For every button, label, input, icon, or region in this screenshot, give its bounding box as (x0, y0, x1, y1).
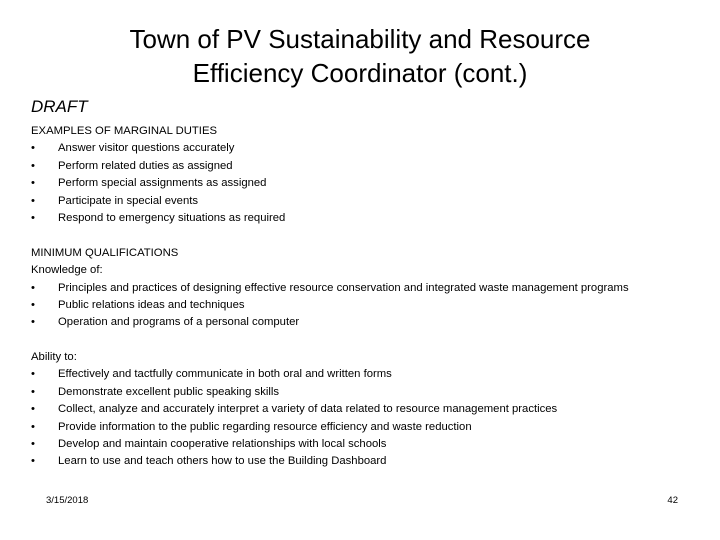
bullet-text: Participate in special events (58, 194, 199, 207)
bullet-text: Operation and programs of a personal computer (58, 316, 300, 329)
bullet-glyph: • (31, 142, 35, 155)
draft-label: DRAFT (31, 97, 88, 116)
bullet-glyph: • (31, 438, 35, 451)
bullet-glyph: • (31, 194, 35, 207)
bullet-text: Collect, analyze and accurately interpret a variety of data related to resource management practices (58, 403, 558, 416)
bullet-text: Answer visitor questions accurately (58, 142, 235, 155)
bullet-glyph: • (31, 368, 35, 381)
bullet-item (31, 175, 701, 192)
bullet-text: Develop and maintain cooperative relationships with local schools (58, 438, 387, 451)
bullet-item (31, 280, 701, 297)
bullet-item (31, 384, 701, 401)
bullet-glyph: • (31, 385, 35, 398)
bullet-glyph: • (31, 281, 35, 294)
bullet-text: Respond to emergency situations as required (58, 211, 286, 224)
bullet-glyph: • (31, 403, 35, 416)
bullet-text: Perform special assignments as assigned (58, 177, 267, 190)
bullet-text: Perform related duties as assigned (58, 159, 233, 172)
bullet-item (31, 158, 701, 175)
slide-title-line-2: Efficiency Coordinator (cont.) (192, 58, 528, 88)
bullet-text: Effectively and tactfully communicate in both oral and written forms (58, 368, 392, 381)
slide-title-line-1: Town of PV Sustainability and Resource (129, 24, 591, 54)
bullet-item (31, 401, 701, 418)
bullet-item (31, 297, 701, 314)
bullet-glyph: • (31, 211, 35, 224)
section-spacer (31, 332, 701, 349)
bullet-item (31, 453, 701, 470)
bullet-glyph: • (31, 298, 35, 311)
bullet-item (31, 193, 701, 210)
bullet-item (31, 436, 701, 453)
bullet-glyph: • (31, 455, 35, 468)
bullet-item (31, 314, 701, 331)
bullet-item (31, 140, 701, 157)
footer-date: 3/15/2018 (46, 495, 89, 506)
bullet-text: Learn to use and teach others how to use the Building Dashboard (58, 455, 387, 468)
bullet-glyph: • (31, 316, 35, 329)
bullet-item (31, 366, 701, 383)
slide-body (31, 123, 701, 471)
knowledge-list (31, 280, 701, 332)
bullet-glyph: • (31, 159, 35, 172)
bullet-item (31, 210, 701, 227)
ability-list (31, 366, 701, 470)
bullet-text: Provide information to the public regarding resource efficiency and waste reduction (58, 420, 472, 433)
bullet-text: Demonstrate excellent public speaking skills (58, 385, 280, 398)
marginal-duties-heading: EXAMPLES OF MARGINAL DUTIES (31, 125, 218, 137)
minimum-qualifications-heading: MINIMUM QUALIFICATIONS (31, 246, 179, 259)
footer-page-number: 42 (667, 495, 678, 506)
bullet-text: Principles and practices of designing effective resource conservation and integrated waste management programs (58, 281, 629, 294)
bullet-item (31, 419, 701, 436)
section-spacer (31, 227, 701, 244)
bullet-glyph: • (31, 177, 35, 190)
ability-label: Ability to: (31, 351, 77, 364)
knowledge-label: Knowledge of: (31, 264, 103, 277)
bullet-text: Public relations ideas and techniques (58, 298, 245, 311)
marginal-duties-list (31, 140, 701, 227)
slide-title (0, 22, 720, 90)
bullet-glyph: • (31, 420, 35, 433)
